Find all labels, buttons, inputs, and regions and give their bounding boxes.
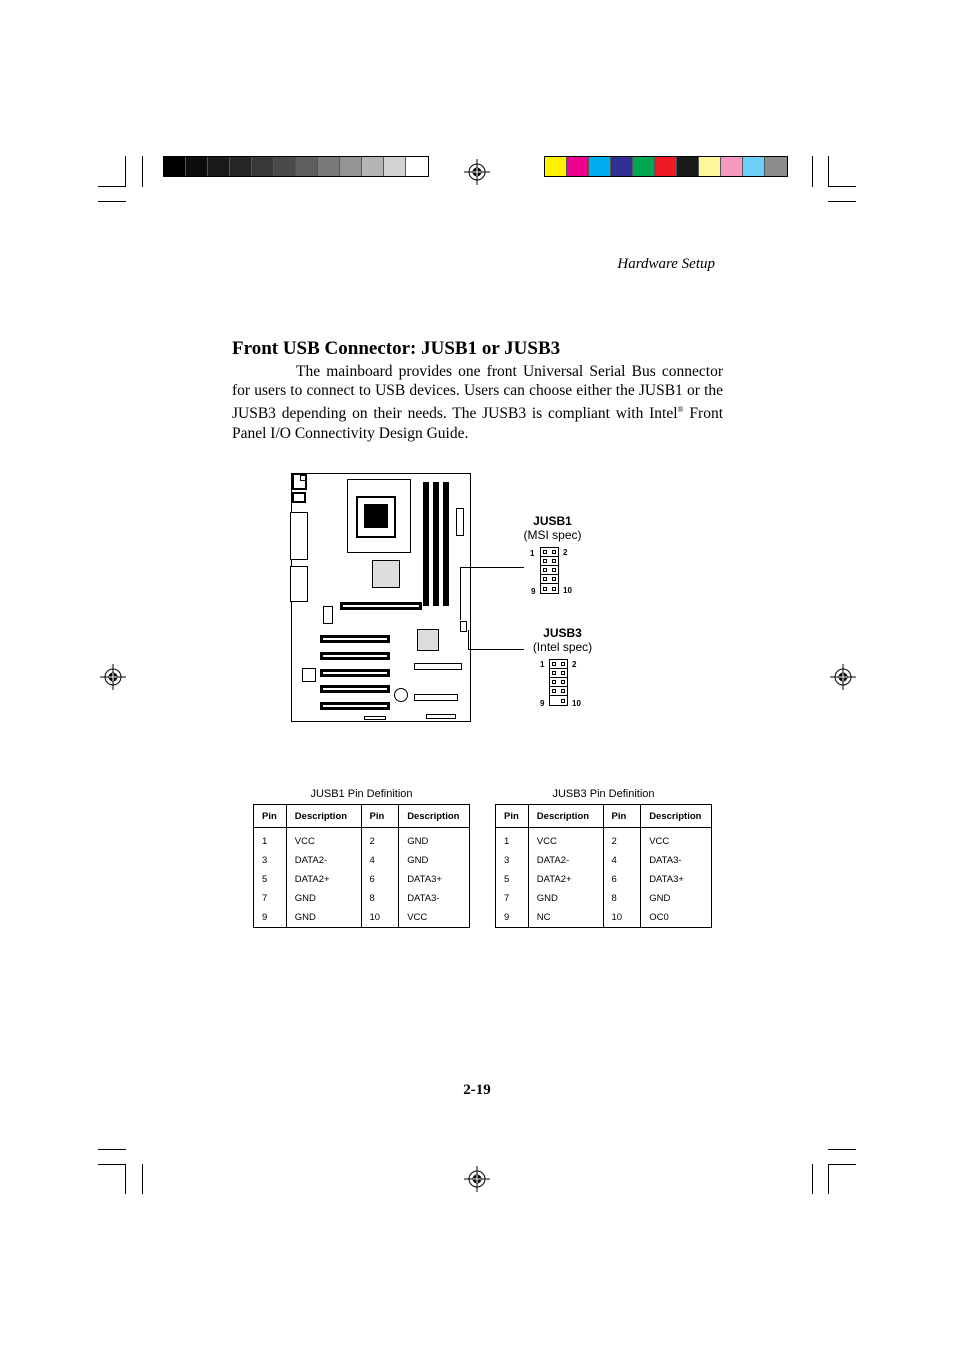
registration-target-icon [100, 664, 126, 690]
pin-description-cell: DATA2+ [286, 870, 361, 889]
pin-description-cell: DATA2- [286, 851, 361, 870]
pin-number-cell: 1 [262, 836, 268, 847]
color-swatch [208, 157, 230, 176]
color-swatch [721, 157, 743, 176]
pin-number-cell: 9 [262, 912, 268, 923]
column-header: Description [286, 805, 361, 828]
color-swatch [655, 157, 677, 176]
leader-line-jusb3 [468, 630, 469, 650]
jusb3-pin-table [495, 804, 712, 928]
running-head: Hardware Setup [617, 256, 715, 272]
color-swatch [362, 157, 384, 176]
small-jumper [300, 475, 306, 481]
color-swatch [318, 157, 340, 176]
table-row [496, 851, 712, 870]
color-swatch [765, 157, 787, 176]
pin-number-cell: 3 [262, 855, 268, 866]
jusb3-pin-2: 2 [572, 660, 577, 669]
jusb1-pin-table [253, 804, 470, 928]
pin-description-cell: DATA2+ [528, 870, 603, 889]
serial-port [290, 566, 308, 602]
pin-number-cell: 4 [603, 851, 641, 870]
jusb3-pin-1: 1 [540, 660, 545, 669]
pin-number-cell: 2 [603, 828, 641, 852]
atx-power-connector [456, 508, 464, 536]
cpu-socket-core [364, 504, 388, 528]
pin-description-cell: DATA2- [528, 851, 603, 870]
color-swatch [230, 157, 252, 176]
jusb3-name: JUSB3 [543, 626, 582, 640]
pin-description-cell: GND [399, 828, 470, 852]
jusb1-name: JUSB1 [533, 514, 572, 528]
column-header: Pin [361, 805, 399, 828]
component [323, 606, 333, 624]
jusb3-pin-9: 9 [540, 699, 545, 708]
color-swatch [677, 157, 699, 176]
table-row [496, 870, 712, 889]
grayscale-color-bar [163, 156, 429, 177]
pin-description-cell: DATA3- [399, 889, 470, 908]
table-row [254, 870, 470, 889]
color-swatch [164, 157, 186, 176]
pin-number-cell: 2 [361, 828, 399, 852]
color-swatch [611, 157, 633, 176]
pin-number-cell: 7 [504, 893, 510, 904]
column-header: Description [399, 805, 470, 828]
jusb1-pin-10: 10 [563, 586, 572, 595]
pin-description-cell: VCC [399, 908, 470, 928]
color-swatch [545, 157, 567, 176]
pin-description-cell: NC [528, 908, 603, 928]
section-title: Front USB Connector: JUSB1 or JUSB3 [232, 338, 561, 359]
section-paragraph [232, 362, 723, 443]
jusb1-spec: (MSI spec) [523, 528, 582, 542]
jusb1-pin-1: 1 [530, 549, 535, 558]
pin-number-cell: 6 [603, 870, 641, 889]
pci-slot [320, 652, 390, 660]
table-row [254, 908, 470, 928]
parallel-port [290, 512, 308, 560]
pin-number-cell: 8 [603, 889, 641, 908]
leader-line-jusb1 [460, 567, 524, 568]
southbridge-chip [417, 629, 439, 651]
jusb1-pin-2: 2 [563, 548, 568, 557]
dimm-slot [423, 482, 429, 606]
pin-description-cell: GND [399, 851, 470, 870]
pin-number-cell: 4 [361, 851, 399, 870]
pin-number-cell: 10 [603, 908, 641, 928]
jusb3-pin-10: 10 [572, 699, 581, 708]
pin-description-cell: DATA3+ [641, 870, 712, 889]
jusb1-pin-header [540, 547, 559, 594]
registered-mark: ® [677, 405, 684, 415]
table-row [496, 889, 712, 908]
process-color-bar [544, 156, 788, 177]
usb-port [292, 492, 306, 503]
paragraph-text: The mainboard provides one front Universal Serial Bus connector for users to connect to USB devices. Users can choose either the JUSB1 or the JUSB3 depending on their needs. The JUSB3 is compliant with Intel [232, 363, 723, 423]
color-swatch [384, 157, 406, 176]
color-swatch [699, 157, 721, 176]
paragraph-text-end: Front Panel I/O Connectivity Design Guide. [232, 405, 724, 442]
pin-description-cell: GND [286, 889, 361, 908]
pin-description-cell: VCC [641, 828, 712, 852]
pin-description-cell: DATA3- [641, 851, 712, 870]
pci-slot [320, 669, 390, 677]
pin-description-cell: DATA3+ [399, 870, 470, 889]
table-row [254, 851, 470, 870]
northbridge-chip [372, 560, 400, 588]
registration-target-icon [464, 1166, 490, 1192]
battery [394, 688, 408, 702]
table-row [254, 889, 470, 908]
ide-connector [414, 663, 462, 670]
pin-number-cell: 8 [361, 889, 399, 908]
pin-description-cell: VCC [286, 828, 361, 852]
color-swatch [340, 157, 362, 176]
leader-line-jusb1 [460, 567, 461, 620]
column-header: Description [641, 805, 712, 828]
pin-number-cell: 5 [262, 874, 268, 885]
pin-number-cell: 10 [361, 908, 399, 928]
column-header: Pin [603, 805, 641, 828]
page-number: 2-19 [463, 1082, 491, 1098]
column-header: Pin [254, 805, 287, 828]
bios-chip [302, 668, 316, 682]
color-swatch [567, 157, 589, 176]
jusb1-pin-9: 9 [531, 587, 536, 596]
dimm-slot [443, 482, 449, 606]
jusb1-table-title: JUSB1 Pin Definition [310, 788, 413, 800]
pci-slot [320, 685, 390, 693]
leader-line-jusb3 [468, 649, 524, 650]
pin-number-cell: 9 [504, 912, 510, 923]
agp-slot [340, 602, 422, 610]
column-header: Description [528, 805, 603, 828]
table-row [254, 828, 470, 852]
jusb1-label [510, 514, 595, 542]
column-header: Pin [496, 805, 529, 828]
pci-slot [320, 635, 390, 643]
mainboard-layout-diagram [291, 473, 471, 722]
pin-description-cell: GND [641, 889, 712, 908]
pci-slot [320, 702, 390, 710]
pin-number-cell: 3 [504, 855, 510, 866]
color-swatch [589, 157, 611, 176]
registration-target-icon [464, 159, 490, 185]
jusb3-spec: (Intel spec) [532, 640, 593, 654]
table-row [496, 828, 712, 852]
color-swatch [296, 157, 318, 176]
color-swatch [633, 157, 655, 176]
color-swatch [274, 157, 296, 176]
ide-connector [414, 694, 458, 701]
floppy-connector [364, 716, 386, 720]
table-row [496, 908, 712, 928]
color-swatch [186, 157, 208, 176]
pin-description-cell: OC0 [641, 908, 712, 928]
pin-number-cell: 5 [504, 874, 510, 885]
pin-description-cell: GND [528, 889, 603, 908]
color-swatch [406, 157, 428, 176]
color-swatch [252, 157, 274, 176]
pin-description-cell: VCC [528, 828, 603, 852]
pin-number-cell: 7 [262, 893, 268, 904]
dimm-slot [433, 482, 439, 606]
pin-number-cell: 6 [361, 870, 399, 889]
pin-number-cell: 1 [504, 836, 510, 847]
registration-target-icon [830, 664, 856, 690]
jusb3-label [520, 626, 605, 654]
jusb3-table-title: JUSB3 Pin Definition [552, 788, 655, 800]
jusb3-pin-header [549, 659, 568, 706]
front-panel-header [426, 714, 456, 719]
pin-description-cell: GND [286, 908, 361, 928]
front-usb-header-jusb [460, 621, 467, 632]
color-swatch [743, 157, 765, 176]
